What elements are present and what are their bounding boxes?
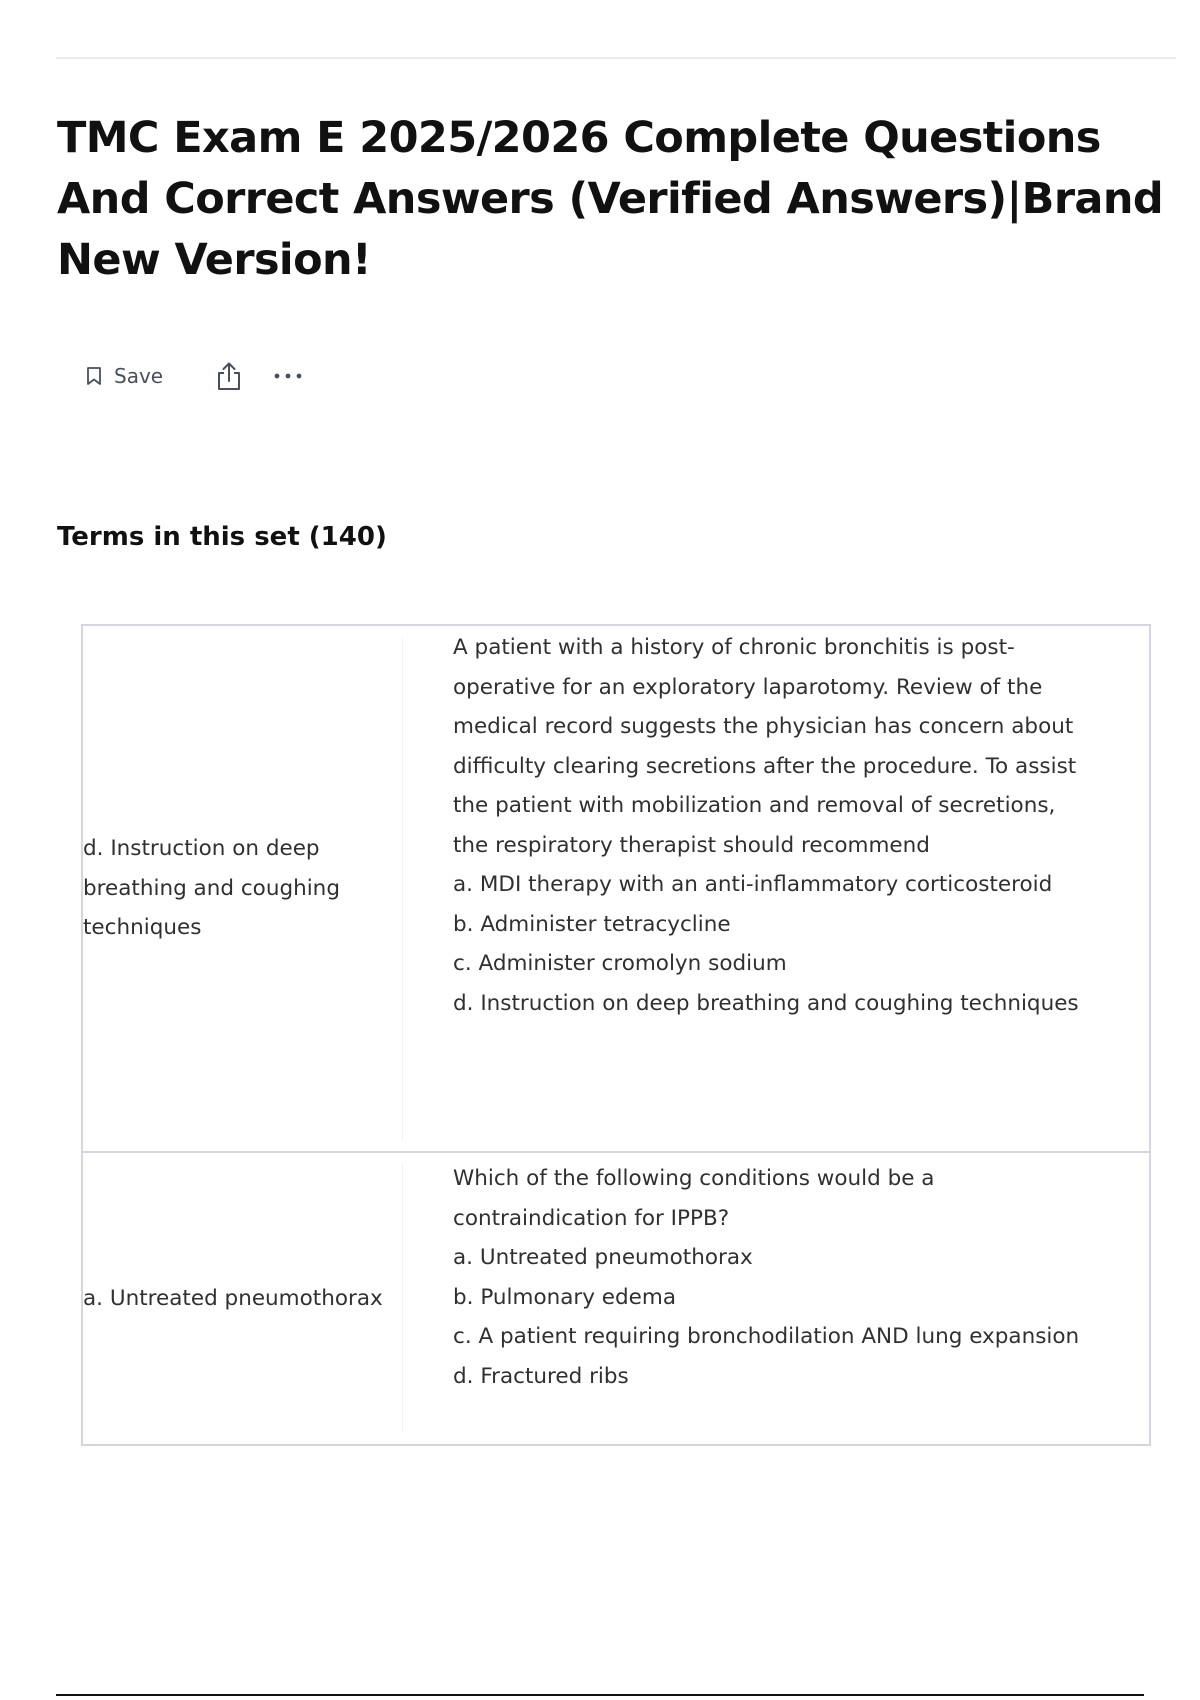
share-icon [215,361,243,391]
card-term [83,638,403,1139]
card-definition-text: Which of the following conditions would be a contraindication for IPPB? [453,1166,935,1231]
term-card [81,1153,1151,1446]
card-term [83,1165,403,1432]
card-option: a. MDI therapy with an anti-inflammatory corticosteroid [453,872,1053,897]
card-term-text: a. Untreated pneumothorax [83,1285,383,1311]
card-option: b. Administer tetracycline [453,911,731,937]
top-divider [56,57,1176,59]
card-option: c. A patient requiring bronchodilation AND lung expansion [453,1324,1080,1349]
term-card [81,624,1151,1153]
more-horizontal-icon [273,372,303,380]
save-button-label: Save [114,364,164,388]
card-option: d. Instruction on deep breathing and coughing techniques [453,990,1079,1016]
card-term-text: d. Instruction on deep breathing and coughing techniques [83,836,340,941]
bookmark-icon [86,366,102,386]
terms-heading: Terms in this set (140) [57,522,387,552]
card-option: d. Fractured ribs [453,1363,629,1389]
card-option: c. Administer cromolyn sodium [453,951,787,976]
bottom-divider [56,1694,1144,1696]
card-definition-text: A patient with a history of chronic bronchitis is post-operative for an exploratory laparotomy. Review of the medical record suggests the physician has concern about difficulty clearing secretions after the procedure. To assist the patient with mobilization and removal of secretions, the respiratory therapist should recommend [453,635,1077,858]
card-option: a. Untreated pneumothorax [453,1245,753,1270]
card-definition [403,1153,1149,1444]
card-option: b. Pulmonary edema [453,1284,677,1310]
more-options-button[interactable] [273,372,303,380]
share-button[interactable] [215,361,243,391]
page-title: TMC Exam E 2025/2026 Complete Questions And Correct Answers (Verified Answers)|Brand New Version! [57,113,1164,285]
card-definition [403,626,1149,1151]
save-button[interactable] [86,364,163,388]
set-toolbar [86,358,303,394]
